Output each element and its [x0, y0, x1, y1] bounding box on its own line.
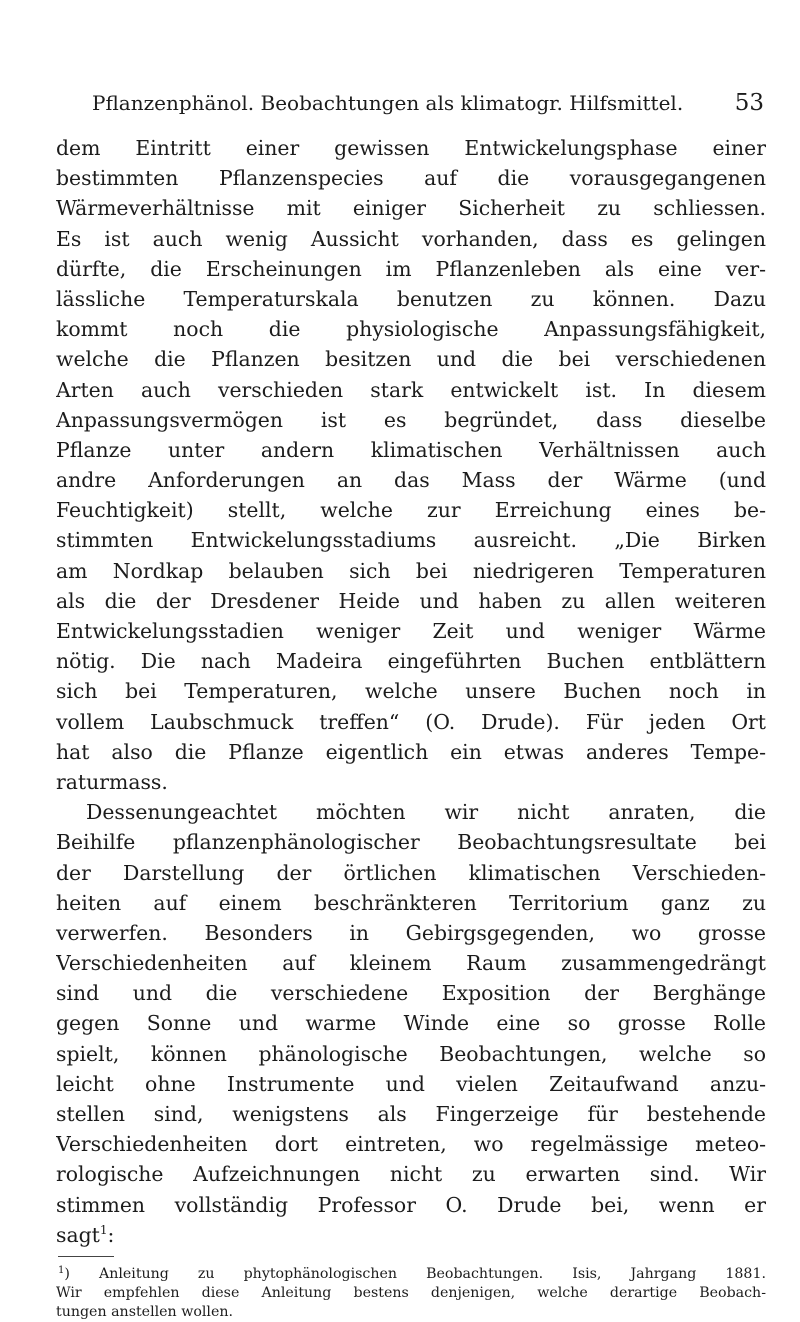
text-line: vollem Laubschmuck treffen“ (O. Drude). Für jeden Ort [56, 709, 766, 734]
text-line: heiten auf einem beschränkteren Territorium ganz zu [56, 890, 766, 915]
text-line: leicht ohne Instrumente und vielen Zeitaufwand anzu- [56, 1071, 766, 1096]
text-line: Pflanze unter andern klimatischen Verhältnissen auch [56, 437, 766, 462]
footnote-line [56, 1265, 766, 1284]
text-line: Verschiedenheiten dort eintreten, wo regelmässige meteo- [56, 1132, 766, 1157]
text-line: Es ist auch wenig Aussicht vorhanden, dass es gelingen [56, 226, 766, 251]
text-line: als die der Dresdener Heide und haben zu allen weiteren [56, 588, 766, 613]
footnote-marker: 1 [58, 1264, 65, 1276]
text-line: spielt, können phänologische Beobachtungen, welche so [56, 1041, 766, 1066]
text-line: sich bei Temperaturen, welche unsere Buchen noch in [56, 679, 766, 704]
text-line: bestimmten Pflanzenspecies auf die vorausgegangenen [56, 166, 766, 191]
footnotes [56, 1265, 766, 1322]
text-line: Verschiedenheiten auf kleinem Raum zusammengedrängt [56, 951, 766, 976]
text-line: hat also die Pflanze eigentlich ein etwas anderes Tempe- [56, 739, 766, 764]
text-line: Anpassungsvermögen ist es begründet, dass dieselbe [56, 407, 766, 432]
text-line: stimmen vollständig Professor O. Drude bei, wenn er [56, 1192, 766, 1217]
text-line: am Nordkap belauben sich bei niedrigeren Temperaturen [56, 558, 766, 583]
text-line: der Darstellung der örtlichen klimatischen Verschieden- [56, 860, 766, 885]
text-line: rologische Aufzeichnungen nicht zu erwarten sind. Wir [56, 1162, 766, 1187]
final-colon: : [107, 1222, 115, 1247]
text-line: sind und die verschiedene Exposition der Berghänge [56, 981, 766, 1006]
text-line: Feuchtigkeit) stellt, welche zur Erreichung eines be- [56, 498, 766, 523]
text-line: verwerfen. Besonders in Gebirgsgegenden, wo grosse [56, 920, 766, 945]
text-line: nötig. Die nach Madeira eingeführten Buchen entblättern [56, 649, 766, 674]
text-line: stellen sind, wenigstens als Fingerzeige für bestehende [56, 1102, 766, 1126]
running-head-title: Pflanzenphänol. Beobachtungen als klimatogr. Hilfsmittel. [92, 91, 684, 115]
footnote-line: Wir empfehlen diese Anleitung bestens denjenigen, welche derartige Beobach- [56, 1284, 766, 1301]
text-line: dürfte, die Erscheinungen im Pflanzenleben als eine ver- [56, 256, 766, 281]
paragraph-end-line: raturmass. [56, 769, 168, 794]
footnote-line: tungen anstellen wollen. [56, 1303, 233, 1320]
text-line: gegen Sonne und warme Winde eine so grosse Rolle [56, 1011, 766, 1036]
book-page [56, 88, 766, 1322]
text-line: Beihilfe pflanzenphänologischer Beobachtungsresultate bei [56, 830, 766, 855]
text-line: Entwickelungsstadien weniger Zeit und weniger Wärme [56, 619, 766, 643]
paragraph-start-line: Dessenungeachtet möchten wir nicht anraten, die [86, 800, 766, 825]
text-line: Arten auch verschieden stark entwickelt ist. In diesem [56, 377, 766, 402]
text-line: andre Anforderungen an das Mass der Wärme (und [56, 468, 766, 493]
body-text [56, 133, 766, 1250]
text-line: welche die Pflanzen besitzen und die bei verschiedenen [56, 347, 766, 372]
text-line: dem Eintritt einer gewissen Entwickelungsphase einer [56, 136, 766, 160]
final-text-line [56, 1220, 766, 1250]
footnote-reference[interactable]: 1 [99, 1222, 108, 1237]
text-line: Wärmeverhältnisse mit einiger Sicherheit zu schliessen. [56, 196, 766, 221]
text-line: stimmten Entwickelungsstadiums ausreicht. „Die Birken [56, 528, 766, 553]
text-line: lässliche Temperaturskala benutzen zu können. Dazu [56, 286, 766, 311]
page-number: 53 [734, 90, 764, 116]
footnote-text: ) Anleitung zu phytophänologischen Beobachtungen. Isis, Jahrgang 1881. [64, 1265, 766, 1282]
text-line: kommt noch die physiologische Anpassungsfähigkeit, [56, 317, 766, 342]
running-head [92, 88, 766, 118]
final-word: sagt [56, 1222, 100, 1247]
